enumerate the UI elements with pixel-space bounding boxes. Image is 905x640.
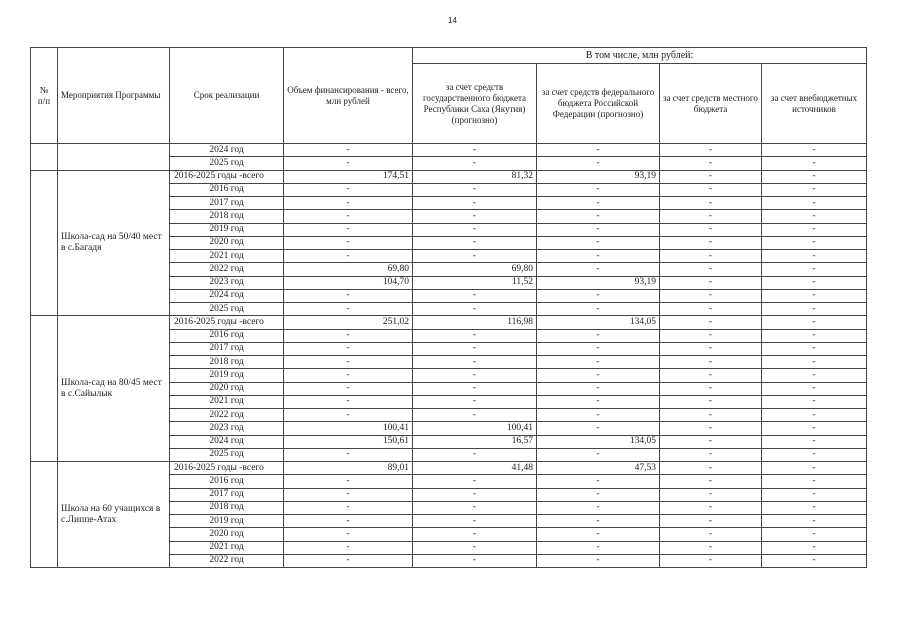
federal-budget-cell: - (537, 342, 660, 355)
federal-budget-cell: - (537, 528, 660, 541)
federal-budget-cell: - (537, 448, 660, 461)
local-budget-cell: - (660, 210, 762, 223)
offbudget-cell: - (762, 263, 867, 276)
federal-budget-cell: - (537, 236, 660, 249)
period-cell: 2018 год (170, 501, 284, 514)
state-budget-cell: - (413, 475, 537, 488)
state-budget-cell: - (413, 528, 537, 541)
state-budget-cell: - (413, 448, 537, 461)
state-budget-cell: - (413, 289, 537, 302)
offbudget-cell: - (762, 356, 867, 369)
local-budget-cell: - (660, 475, 762, 488)
event-name-cell: Школа-сад на 50/40 мест в с.Багадя (58, 170, 170, 316)
table-row (31, 462, 867, 475)
financing-table (30, 47, 867, 568)
period-cell: 2022 год (170, 263, 284, 276)
total-cell: - (284, 488, 413, 501)
state-budget-cell: 16,57 (413, 435, 537, 448)
page-number: 14 (448, 16, 457, 25)
federal-budget-cell: - (537, 541, 660, 554)
federal-budget-cell: - (537, 422, 660, 435)
state-budget-cell: - (413, 144, 537, 157)
state-budget-cell: - (413, 541, 537, 554)
state-budget-cell: - (413, 395, 537, 408)
table-header (31, 48, 867, 144)
federal-budget-cell: - (537, 501, 660, 514)
offbudget-cell: - (762, 210, 867, 223)
period-cell: 2016 год (170, 475, 284, 488)
federal-budget-cell: - (537, 144, 660, 157)
federal-budget-cell: - (537, 515, 660, 528)
period-cell: 2018 год (170, 356, 284, 369)
federal-budget-cell: 93,19 (537, 276, 660, 289)
offbudget-cell: - (762, 422, 867, 435)
header-group: В том числе, млн рублей: (413, 48, 867, 64)
federal-budget-cell: - (537, 475, 660, 488)
local-budget-cell: - (660, 170, 762, 183)
header-num-text: № п/п (37, 84, 51, 106)
total-cell: 89,01 (284, 462, 413, 475)
row-number-cell (31, 170, 58, 316)
period-cell: 2019 год (170, 369, 284, 382)
state-budget-cell: 81,32 (413, 170, 537, 183)
period-cell: 2020 год (170, 236, 284, 249)
header-total: Объем финансирования - всего, млн рублей (284, 48, 413, 144)
local-budget-cell: - (660, 276, 762, 289)
federal-budget-cell: - (537, 210, 660, 223)
total-cell: 174,51 (284, 170, 413, 183)
offbudget-cell: - (762, 250, 867, 263)
total-cell: - (284, 528, 413, 541)
header-federal-budget: за счет средств федерального бюджета Российской Федерации (прогнозно) (537, 64, 660, 144)
period-cell: 2017 год (170, 488, 284, 501)
period-cell: 2016-2025 годы -всего (170, 462, 284, 475)
total-cell: 104,70 (284, 276, 413, 289)
local-budget-cell: - (660, 316, 762, 329)
total-cell: - (284, 356, 413, 369)
total-cell: - (284, 382, 413, 395)
offbudget-cell: - (762, 515, 867, 528)
total-cell: - (284, 236, 413, 249)
federal-budget-cell: - (537, 197, 660, 210)
offbudget-cell: - (762, 475, 867, 488)
total-cell: 150,61 (284, 435, 413, 448)
header-offbudget: за счет внебюджетных источников (762, 64, 867, 144)
state-budget-cell: - (413, 197, 537, 210)
local-budget-cell: - (660, 236, 762, 249)
period-cell: 2023 год (170, 422, 284, 435)
offbudget-cell: - (762, 197, 867, 210)
offbudget-cell: - (762, 541, 867, 554)
period-cell: 2025 год (170, 303, 284, 316)
offbudget-cell: - (762, 528, 867, 541)
federal-budget-cell: - (537, 157, 660, 170)
period-cell: 2016 год (170, 329, 284, 342)
total-cell: 251,02 (284, 316, 413, 329)
row-number-cell (31, 316, 58, 462)
federal-budget-cell: 134,05 (537, 435, 660, 448)
offbudget-cell: - (762, 223, 867, 236)
total-cell: - (284, 395, 413, 408)
local-budget-cell: - (660, 488, 762, 501)
total-cell: - (284, 541, 413, 554)
total-cell: - (284, 183, 413, 196)
state-budget-cell: - (413, 236, 537, 249)
local-budget-cell: - (660, 528, 762, 541)
table-row (31, 316, 867, 329)
total-cell: - (284, 144, 413, 157)
federal-budget-cell: - (537, 183, 660, 196)
local-budget-cell: - (660, 250, 762, 263)
local-budget-cell: - (660, 263, 762, 276)
row-number-cell (31, 144, 58, 171)
total-cell: - (284, 197, 413, 210)
state-budget-cell: - (413, 303, 537, 316)
total-cell: - (284, 250, 413, 263)
federal-budget-cell: - (537, 303, 660, 316)
state-budget-cell: - (413, 157, 537, 170)
event-name-cell (58, 144, 170, 171)
offbudget-cell: - (762, 462, 867, 475)
local-budget-cell: - (660, 303, 762, 316)
federal-budget-cell: - (537, 369, 660, 382)
offbudget-cell: - (762, 448, 867, 461)
period-cell: 2025 год (170, 157, 284, 170)
period-cell: 2025 год (170, 448, 284, 461)
total-cell: - (284, 303, 413, 316)
state-budget-cell: 116,98 (413, 316, 537, 329)
federal-budget-cell: - (537, 263, 660, 276)
offbudget-cell: - (762, 157, 867, 170)
header-local-budget: за счет средств местного бюджета (660, 64, 762, 144)
offbudget-cell: - (762, 183, 867, 196)
period-cell: 2016 год (170, 183, 284, 196)
state-budget-cell: - (413, 409, 537, 422)
offbudget-cell: - (762, 329, 867, 342)
total-cell: 69,80 (284, 263, 413, 276)
period-cell: 2019 год (170, 223, 284, 236)
offbudget-cell: - (762, 144, 867, 157)
local-budget-cell: - (660, 382, 762, 395)
federal-budget-cell: - (537, 223, 660, 236)
offbudget-cell: - (762, 342, 867, 355)
state-budget-cell: - (413, 501, 537, 514)
event-name-cell: Школа-сад на 80/45 мест в с.Сайылык (58, 316, 170, 462)
state-budget-cell: - (413, 369, 537, 382)
state-budget-cell: - (413, 223, 537, 236)
local-budget-cell: - (660, 554, 762, 567)
offbudget-cell: - (762, 501, 867, 514)
total-cell: - (284, 210, 413, 223)
period-cell: 2021 год (170, 541, 284, 554)
state-budget-cell: - (413, 183, 537, 196)
period-cell: 2017 год (170, 197, 284, 210)
total-cell: - (284, 342, 413, 355)
local-budget-cell: - (660, 223, 762, 236)
offbudget-cell: - (762, 276, 867, 289)
total-cell: - (284, 554, 413, 567)
period-cell: 2020 год (170, 528, 284, 541)
offbudget-cell: - (762, 554, 867, 567)
total-cell: - (284, 501, 413, 514)
total-cell: - (284, 157, 413, 170)
period-cell: 2016-2025 годы -всего (170, 170, 284, 183)
local-budget-cell: - (660, 409, 762, 422)
table-row (31, 170, 867, 183)
federal-budget-cell: - (537, 356, 660, 369)
period-cell: 2018 год (170, 210, 284, 223)
total-cell: - (284, 448, 413, 461)
period-cell: 2023 год (170, 276, 284, 289)
federal-budget-cell: 93,19 (537, 170, 660, 183)
total-cell: 100,41 (284, 422, 413, 435)
federal-budget-cell: - (537, 250, 660, 263)
header-num (31, 48, 58, 144)
offbudget-cell: - (762, 435, 867, 448)
total-cell: - (284, 289, 413, 302)
state-budget-cell: - (413, 356, 537, 369)
period-cell: 2024 год (170, 289, 284, 302)
local-budget-cell: - (660, 501, 762, 514)
period-cell: 2024 год (170, 144, 284, 157)
header-event: Мероприятия Программы (58, 48, 170, 144)
state-budget-cell: - (413, 554, 537, 567)
header-state-budget: за счет средств государственного бюджета Республики Саха (Якутия) (прогнозно) (413, 64, 537, 144)
period-cell: 2017 год (170, 342, 284, 355)
federal-budget-cell: - (537, 488, 660, 501)
offbudget-cell: - (762, 488, 867, 501)
local-budget-cell: - (660, 435, 762, 448)
state-budget-cell: - (413, 250, 537, 263)
federal-budget-cell: 134,05 (537, 316, 660, 329)
state-budget-cell: - (413, 342, 537, 355)
local-budget-cell: - (660, 422, 762, 435)
total-cell: - (284, 223, 413, 236)
total-cell: - (284, 475, 413, 488)
period-cell: 2022 год (170, 409, 284, 422)
total-cell: - (284, 409, 413, 422)
local-budget-cell: - (660, 183, 762, 196)
table-row (31, 144, 867, 157)
offbudget-cell: - (762, 395, 867, 408)
offbudget-cell: - (762, 382, 867, 395)
local-budget-cell: - (660, 329, 762, 342)
offbudget-cell: - (762, 369, 867, 382)
federal-budget-cell: 47,53 (537, 462, 660, 475)
total-cell: - (284, 515, 413, 528)
state-budget-cell: - (413, 382, 537, 395)
local-budget-cell: - (660, 541, 762, 554)
period-cell: 2024 год (170, 435, 284, 448)
period-cell: 2019 год (170, 515, 284, 528)
table-body (31, 144, 867, 568)
local-budget-cell: - (660, 157, 762, 170)
federal-budget-cell: - (537, 382, 660, 395)
offbudget-cell: - (762, 170, 867, 183)
federal-budget-cell: - (537, 554, 660, 567)
state-budget-cell: 11,52 (413, 276, 537, 289)
period-cell: 2016-2025 годы -всего (170, 316, 284, 329)
period-cell: 2021 год (170, 250, 284, 263)
event-name-cell: Школа на 60 учащихся в с.Липпе-Атах (58, 462, 170, 568)
federal-budget-cell: - (537, 289, 660, 302)
local-budget-cell: - (660, 448, 762, 461)
total-cell: - (284, 369, 413, 382)
period-cell: 2022 год (170, 554, 284, 567)
state-budget-cell: 100,41 (413, 422, 537, 435)
offbudget-cell: - (762, 236, 867, 249)
federal-budget-cell: - (537, 329, 660, 342)
federal-budget-cell: - (537, 409, 660, 422)
offbudget-cell: - (762, 316, 867, 329)
state-budget-cell: - (413, 488, 537, 501)
local-budget-cell: - (660, 197, 762, 210)
state-budget-cell: - (413, 515, 537, 528)
offbudget-cell: - (762, 289, 867, 302)
state-budget-cell: 69,80 (413, 263, 537, 276)
offbudget-cell: - (762, 303, 867, 316)
header-period: Срок реализации (170, 48, 284, 144)
local-budget-cell: - (660, 462, 762, 475)
offbudget-cell: - (762, 409, 867, 422)
state-budget-cell: 41,48 (413, 462, 537, 475)
total-cell: - (284, 329, 413, 342)
local-budget-cell: - (660, 144, 762, 157)
row-number-cell (31, 462, 58, 568)
period-cell: 2020 год (170, 382, 284, 395)
local-budget-cell: - (660, 342, 762, 355)
local-budget-cell: - (660, 395, 762, 408)
local-budget-cell: - (660, 515, 762, 528)
local-budget-cell: - (660, 289, 762, 302)
local-budget-cell: - (660, 369, 762, 382)
state-budget-cell: - (413, 210, 537, 223)
federal-budget-cell: - (537, 395, 660, 408)
state-budget-cell: - (413, 329, 537, 342)
period-cell: 2021 год (170, 395, 284, 408)
local-budget-cell: - (660, 356, 762, 369)
